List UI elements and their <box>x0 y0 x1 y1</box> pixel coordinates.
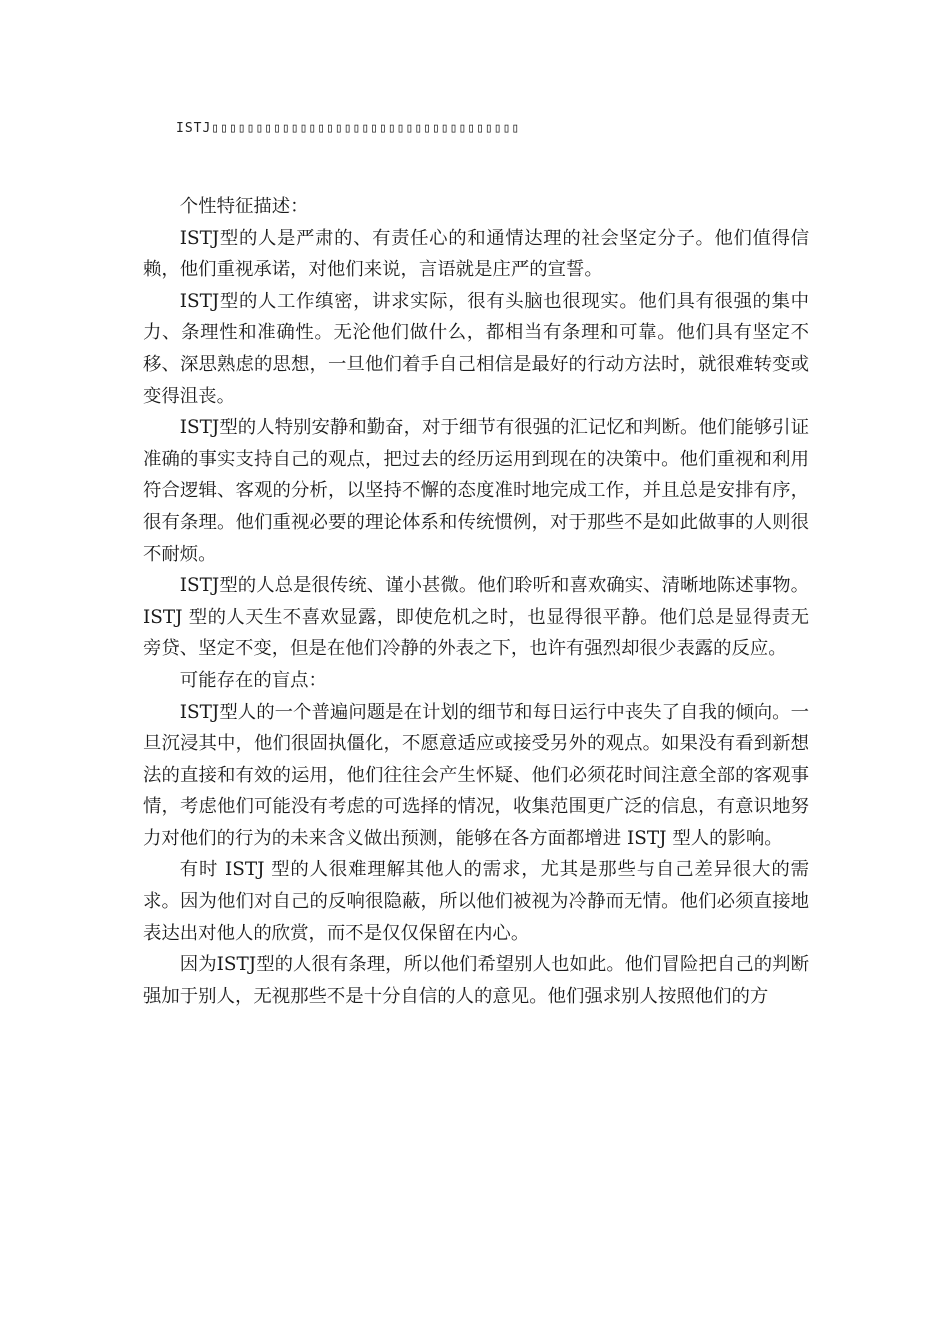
paragraph: 因为ISTJ型的人很有条理，所以他们希望别人也如此。他们冒险把自己的判断强加于别人，无视那些不是十分自信的人的意见。他们强求别人按照他们的方 <box>143 954 809 1007</box>
paragraph: ISTJ型的人是严肃的、有责任心的和通情达理的社会坚定分子。他们值得信赖，他们重视承诺，对他们来说，言语就是庄严的宣誓。 <box>143 227 809 281</box>
paragraph: ISTJ型的人总是很传统、谨小甚微。他们聆听和喜欢确实、清晰地陈述事物。ISTJ 型的人天生不喜欢显露，即使危机之时，也显得很平静。他们总是显得责无旁贷、坚定不变，但是在他们冷静的外表之下，也许有强烈却很少表露的反应。 <box>143 575 809 660</box>
section-heading-blind-spots: 可能存在的盲点： <box>179 669 327 691</box>
document-header: ISTJ▯▯▯▯▯▯▯▯▯▯▯▯▯▯▯▯▯▯▯▯▯▯▯▯▯▯▯▯▯▯▯▯▯▯▯ <box>176 121 521 136</box>
paragraph: ISTJ型人的一个普遍问题是在计划的细节和每日运行中丧失了自我的倾向。一旦沉浸其中，他们很固执僵化，不愿意适应或接受另外的观点。如果没有看到新想法的直接和有效的运用，他们往往会产生怀疑、他们必须花时间注意全部的客观事情，考虑他们可能没有考虑的可选择的情况，收集范围更广泛的信息，有意识地努力对他们的行为的未来含义做出预测，能够在各方面都增进 ISTJ 型人的影响。 <box>143 701 809 849</box>
section-heading-personality: 个性特征描述： <box>179 196 309 217</box>
paragraph: ISTJ型的人工作缜密，讲求实际，很有头脑也很现实。他们具有很强的集中力、条理性和准确性。无沦他们做什么，都相当有条理和可靠。他们具有坚定不移、深思熟虑的思想，一旦他们着手自己相信是最好的行动方法时，就很难转变或变得沮丧。 <box>143 290 809 407</box>
paragraph: 有时 ISTJ 型的人很难理解其他人的需求，尤其是那些与自己差异很大的需求。因为他们对自己的反响很隐蔽，所以他们被视为冷静而无情。他们必须直接地表达出对他人的欣赏，而不是仅仅保留在内心。 <box>143 859 809 944</box>
paragraph: ISTJ型的人特别安静和勤奋，对于细节有很强的汇记忆和判断。他们能够引证准确的事实支持自己的观点，把过去的经历运用到现在的决策中。他们重视和利用符合逻辑、客观的分析，以坚持不懈的态度准时地完成工作，并且总是安排有序，很有条理。他们重视必要的理论体系和传统惯例，对于那些不是如此做事的人则很不耐烦。 <box>143 417 809 565</box>
document-body <box>143 191 809 1012</box>
